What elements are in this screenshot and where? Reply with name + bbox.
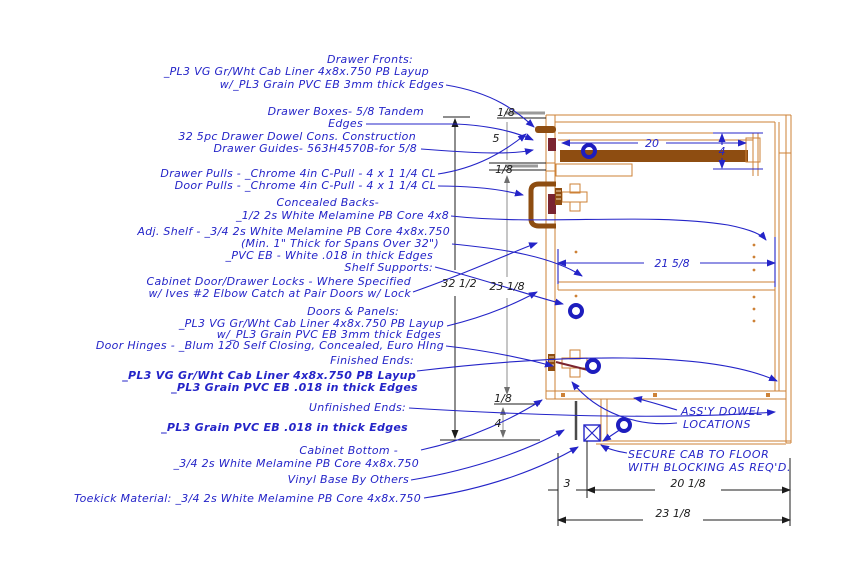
note-shelf-supports: Shelf Supports: [344, 261, 433, 274]
callout-assy-dowel-line2: LOCATIONS [683, 418, 752, 431]
note-cabinet-bottom-material: _3/4 2s White Melamine PB Core 4x8x.750 [173, 457, 419, 470]
note-doors-panels-title: Doors & Panels: [307, 305, 399, 318]
note-toekick: Toekick Material: _3/4 2s White Melamine PB Core 4x8x.750 [73, 492, 421, 505]
note-door-pulls: Door Pulls - _Chrome 4in C-Pull - 4 x 1 1/4 CL [174, 179, 436, 192]
note-adj-shelf-min: (Min. 1" Thick for Spans Over 32") [240, 237, 439, 250]
note-drawer-pulls: Drawer Pulls - _Chrome 4in C-Pull - 4 x 1 1/4 CL [160, 167, 436, 180]
note-finished-ends-edges: _PL3 Grain PVC EB .018 in thick Edges [171, 381, 418, 394]
note-drawer-fronts-material: _PL3 VG Gr/Wht Cab Liner 4x8x.750 PB Layup [163, 65, 429, 78]
dim-top-reveal: 1/8 [497, 106, 515, 119]
note-door-hinges: Door Hinges - _Blum 120 Self Closing, Concealed, Euro HIng [95, 339, 444, 352]
dim-toekick-setback: 3 [563, 477, 571, 490]
dim-drawer-depth: 20 [645, 137, 659, 150]
drawer-pull [535, 126, 556, 133]
dim-bottom-depth: 20 1/8 [670, 477, 706, 490]
note-drawer-boxes: Drawer Boxes- 5/8 Tandem [267, 105, 424, 118]
note-unfinished-ends-title: Unfinished Ends: [308, 401, 406, 414]
note-concealed-backs-material: _1/2 2s White Melamine PB Core 4x8 [235, 209, 449, 222]
note-finished-ends-title: Finished Ends: [330, 354, 414, 367]
note-drawer-fronts-title: Drawer Fronts: [326, 53, 413, 66]
dim-door-height: 23 1/8 [489, 280, 525, 293]
note-drawer-fronts-edges: w/_PL3 Grain PVC EB 3mm thick Edges [219, 78, 444, 91]
dim-drawer-height: 4 [718, 145, 726, 158]
note-locks-catch: w/ Ives #2 Elbow Catch at Pair Doors w/ Lock [148, 287, 411, 300]
callout-assy-dowel-line1: ASS'Y DOWEL [681, 405, 764, 418]
dim-drawer-front-height: 5 [492, 132, 500, 145]
dim-interior-width: 21 5/8 [654, 257, 690, 270]
note-locks: Cabinet Door/Drawer Locks - Where Specified [146, 275, 411, 288]
dim-bottom-reveal: 1/8 [494, 392, 512, 405]
callout-secure-line1: SECURE CAB TO FLOOR [628, 448, 770, 461]
note-doors-panels-edges: w/_PL3 Grain PVC EB 3mm thick Edges [216, 328, 441, 341]
note-drawer-construction: 32 5pc Drawer Dowel Cons. Construction [178, 130, 416, 143]
note-unfinished-ends-edges: _PL3 Grain PVC EB .018 in thick Edges [161, 421, 408, 434]
note-finished-ends-material: _PL3 VG Gr/Wht Cab Liner 4x8x.750 PB Layup [122, 369, 416, 382]
note-adj-shelf: Adj. Shelf - _3/4 2s White Melamine PB Core 4x8x.750 [137, 225, 450, 238]
note-drawer-boxes-edges: Edges [328, 117, 363, 130]
note-drawer-guides: Drawer Guides- 563H4570B-for 5/8 [213, 142, 417, 155]
dim-toekick-height: 4 [494, 417, 502, 430]
note-concealed-backs-title: Concealed Backs- [276, 196, 379, 209]
note-vinyl-base: Vinyl Base By Others [287, 473, 409, 486]
callout-secure-line2: WITH BLOCKING AS REQ'D. [628, 461, 792, 474]
note-doors-panels-material: _PL3 VG Gr/Wht Cab Liner 4x8x.750 PB Layup [178, 317, 444, 330]
note-cabinet-bottom-title: Cabinet Bottom - [299, 444, 398, 457]
note-adj-shelf-eb: _PVC EB - White .018 in thick Edges [225, 249, 433, 262]
dim-overall-depth: 23 1/8 [655, 507, 691, 520]
dim-overall-height: 32 1/2 [441, 277, 477, 290]
dim-mid-reveal: 1/8 [495, 163, 513, 176]
